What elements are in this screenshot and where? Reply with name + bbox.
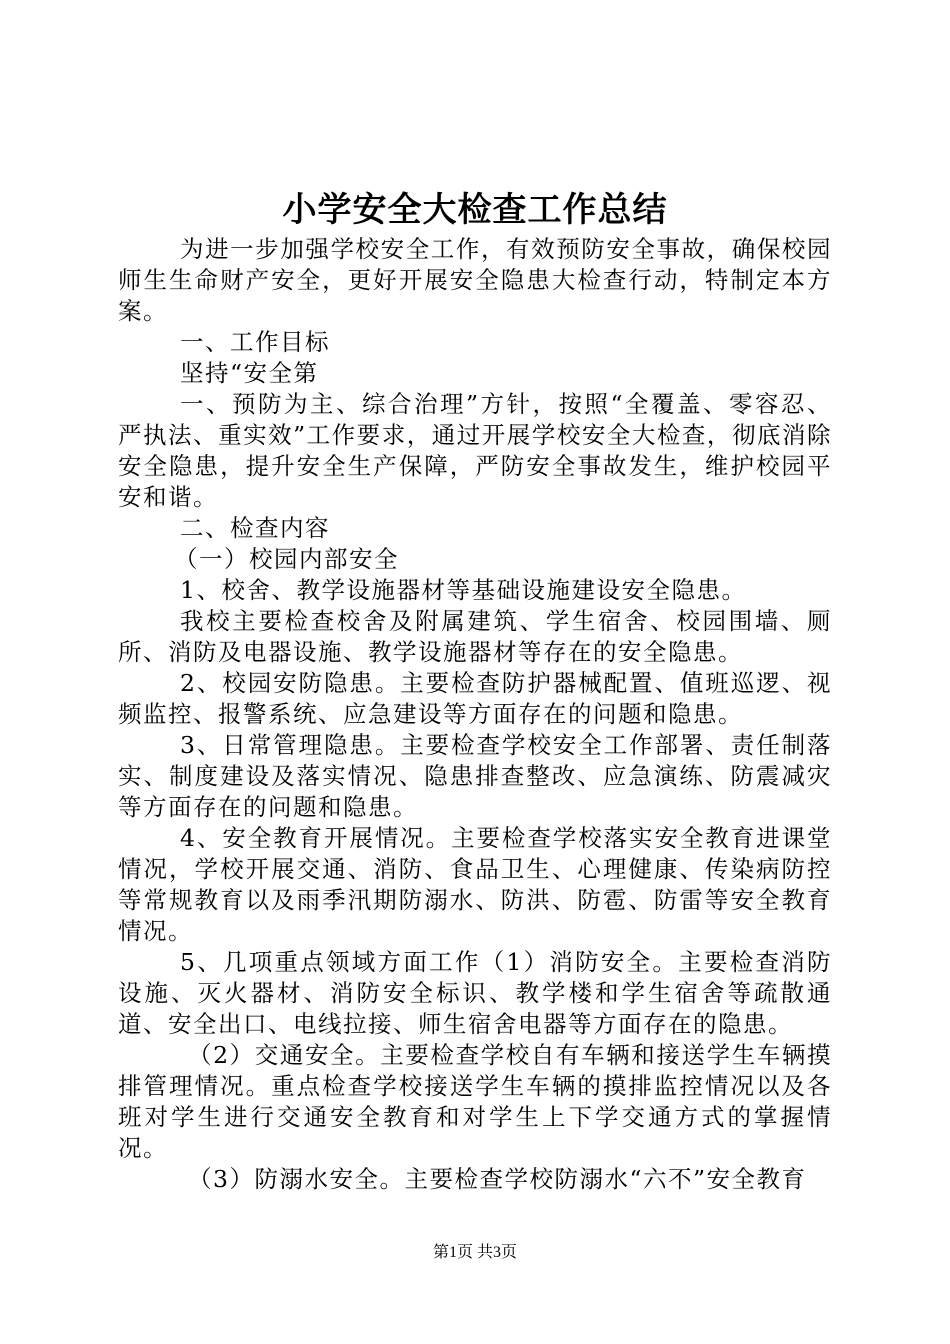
document-title: 小学安全大检查工作总结 (282, 190, 668, 230)
paragraph-item-4: 4、安全教育开展情况。主要检查学校落实安全教育进课堂情况，学校开展交通、消防、食品卫生、心理健康、传染病防控等常规教育以及雨季汛期防溺水、防洪、防雹、防雷等安全教育情况。 (118, 824, 832, 945)
section-heading-content: 二、检查内容 (180, 514, 330, 542)
paragraph-persist: 坚持“安全第 (180, 359, 319, 387)
paragraph-item-2: 2、校园安防隐患。主要检查防护器械配置、值班巡逻、视频监控、报警系统、应急建设等方面存在的问题和隐患。 (118, 669, 832, 728)
paragraph-policy: 一、预防为主、综合治理”方针，按照“全覆盖、零容忍、严执法、重实效”工作要求，通过开展学校安全大检查，彻底消除安全隐患，提升安全生产保障，严防安全事故发生，维护校园平安和谐。 (118, 390, 832, 511)
paragraph-item-1: 1、校舍、教学设施器材等基础设施建设安全隐患。 (180, 576, 747, 604)
subsection-heading-campus: （一）校园内部安全 (174, 545, 399, 573)
paragraph-item-3: 3、日常管理隐患。主要检查学校安全工作部署、责任制落实、制度建设及落实情况、隐患排查整改、应急演练、防震减灾等方面存在的问题和隐患。 (118, 731, 832, 821)
paragraph-intro: 为进一步加强学校安全工作，有效预防安全事故，确保校园师生生命财产安全，更好开展安全隐患大检查行动，特制定本方案。 (118, 235, 832, 325)
section-heading-goal: 一、工作目标 (180, 328, 330, 356)
document-body (118, 234, 832, 1195)
page-number-footer: 第1页 共3页 (432, 1244, 517, 1261)
paragraph-item-1-detail: 我校主要检查校舍及附属建筑、学生宿舍、校园围墙、厕所、消防及电器设施、教学设施器材等存在的安全隐患。 (118, 607, 832, 666)
paragraph-drowning-safety: （3）防溺水安全。主要检查学校防溺水“六不”安全教育 (188, 1165, 807, 1193)
paragraph-traffic-safety: （2）交通安全。主要检查学校自有车辆和接送学生车辆摸排管理情况。重点检查学校接送学生车辆的摸排监控情况以及各班对学生进行交通安全教育和对学生上下学交通方式的掌握情况。 (118, 1041, 832, 1162)
paragraph-item-5: 5、几项重点领域方面工作（1）消防安全。主要检查消防设施、灭火器材、消防安全标识、教学楼和学生宿舍等疏散通道、安全出口、电线拉接、师生宿舍电器等方面存在的隐患。 (118, 948, 832, 1038)
